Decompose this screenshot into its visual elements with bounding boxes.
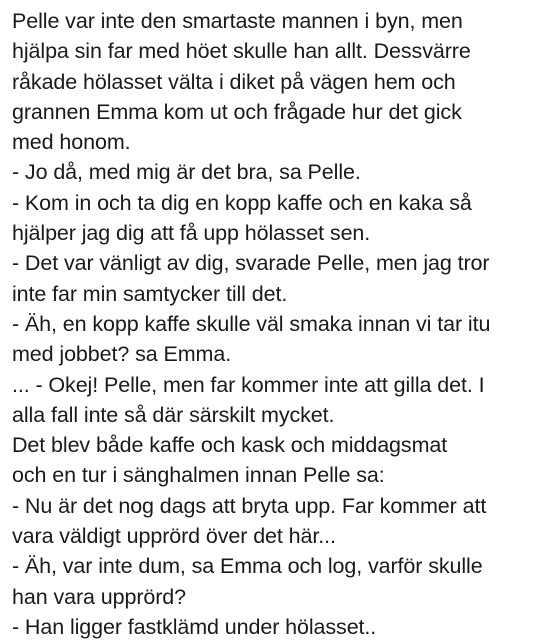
story-line: råkade hölasset välta i diket på vägen hem och <box>12 69 456 94</box>
story-line: hjälpa sin far med höet skulle han allt. Dessvärre <box>12 39 471 64</box>
story-line: - Nu är det nog dags att bryta upp. Far kommer att <box>12 493 487 518</box>
story-line: - Det var vänligt av dig, svarade Pelle, men jag tror <box>12 251 490 276</box>
story-line: - Han ligger fastklämd under hölasset.. <box>12 614 377 639</box>
story-line: Det blev både kaffe och kask och middagsmat <box>12 433 448 458</box>
story-line: han vara upprörd? <box>12 584 187 609</box>
story-line: med jobbet? sa Emma. <box>12 342 232 367</box>
story-text-block <box>12 6 536 642</box>
story-line: - Kom in och ta dig en kopp kaffe och en kaka så <box>12 190 472 215</box>
story-line: ... - Okej! Pelle, men far kommer inte att gilla det. I <box>12 372 485 397</box>
story-line: Pelle var inte den smartaste mannen i byn, men <box>12 9 463 33</box>
story-line: med honom. <box>12 130 131 155</box>
story-line: - Äh, en kopp kaffe skulle väl smaka innan vi tar itu <box>12 311 491 336</box>
story-line: inte far min samtycker till det. <box>12 281 288 306</box>
story-line: hjälper jag dig att få upp hölasset sen. <box>12 221 371 246</box>
story-line: och en tur i sänghalmen innan Pelle sa: <box>12 463 385 488</box>
story-line: - Äh, var inte dum, sa Emma och log, varför skulle <box>12 554 483 579</box>
story-line: vara väldigt upprörd över det här... <box>12 524 336 549</box>
story-line: alla fall inte så där särskilt mycket. <box>12 402 335 427</box>
story-line: - Jo då, med mig är det bra, sa Pelle. <box>12 160 361 185</box>
story-line: grannen Emma kom ut och frågade hur det gick <box>12 99 462 124</box>
